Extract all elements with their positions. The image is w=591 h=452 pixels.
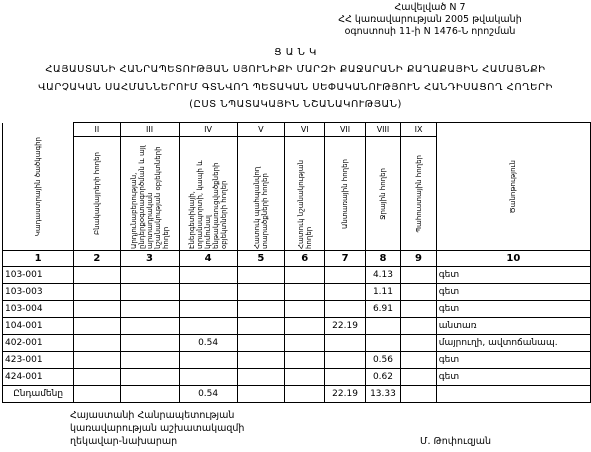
area-cell bbox=[237, 352, 284, 369]
note-cell: գետ bbox=[436, 352, 590, 369]
footer-line-1: Հայաստանի Հանրապետության bbox=[70, 410, 235, 421]
area-cell bbox=[401, 369, 436, 386]
total-cell: 22.19 bbox=[325, 386, 365, 403]
area-cell bbox=[179, 301, 237, 318]
col-number: 8 bbox=[365, 251, 401, 267]
title-line-3: (ԸՍՏ ՆՊԱՏԱԿԱՅԻՆ ՆՇԱՆԱԿՈՒԹՅԱՆ) bbox=[189, 99, 402, 110]
roman-cell: VIII bbox=[365, 123, 401, 137]
land-table bbox=[2, 122, 591, 403]
col-number: 2 bbox=[74, 251, 120, 267]
header-cell-cadastral: Կադաստրային ծածկագիր bbox=[3, 123, 74, 251]
header-cell: Հատուկ պահպանվող տարածքների հողեր bbox=[237, 137, 284, 251]
area-cell bbox=[365, 335, 401, 352]
area-cell bbox=[237, 301, 284, 318]
table-row bbox=[3, 301, 591, 318]
area-cell bbox=[74, 335, 120, 352]
area-cell bbox=[237, 318, 284, 335]
footer-line-2: կառավարության աշխատակազմի bbox=[70, 423, 245, 434]
total-cell bbox=[436, 386, 590, 403]
data-rows bbox=[3, 267, 591, 386]
table-row bbox=[3, 267, 591, 284]
area-cell bbox=[120, 284, 179, 301]
footer-line-3: ղեկավար-նախարար bbox=[70, 436, 178, 447]
area-cell: 1.11 bbox=[365, 284, 401, 301]
note-cell: անտառ bbox=[436, 318, 590, 335]
title-line-2: ՎԱՐՉԱԿԱՆ ՍԱՀՄԱՆՆԵՐՈՒՄ ԳՏՆՎՈՂ ՊԵՏԱԿԱՆ ՍԵՓԱԿԱՆՈՒԹՅՈՒՆ ՀԱՆԴԻՍԱՑՈՂ ՀՈՂԵՐԻ bbox=[38, 82, 553, 93]
col-number: 9 bbox=[401, 251, 436, 267]
area-cell: 0.54 bbox=[179, 335, 237, 352]
header-cell: Ջրային հողեր bbox=[365, 137, 401, 251]
cadastral-code-cell: 103-004 bbox=[3, 301, 74, 318]
area-cell bbox=[120, 369, 179, 386]
col-number: 7 bbox=[325, 251, 365, 267]
signature-name: Մ. Թոփուզյան bbox=[420, 436, 492, 447]
area-cell bbox=[74, 284, 120, 301]
area-cell bbox=[401, 335, 436, 352]
area-cell bbox=[74, 267, 120, 284]
area-cell bbox=[120, 335, 179, 352]
area-cell bbox=[285, 352, 325, 369]
header-cell: Բնակավայրերի հողեր bbox=[74, 137, 120, 251]
area-cell bbox=[401, 318, 436, 335]
area-cell bbox=[401, 267, 436, 284]
area-cell bbox=[285, 301, 325, 318]
col-number: 3 bbox=[120, 251, 179, 267]
note-cell: գետ bbox=[436, 301, 590, 318]
total-cell bbox=[401, 386, 436, 403]
area-cell: 0.56 bbox=[365, 352, 401, 369]
area-cell bbox=[401, 284, 436, 301]
area-cell bbox=[74, 369, 120, 386]
cadastral-code-cell: 103-001 bbox=[3, 267, 74, 284]
area-cell bbox=[325, 301, 365, 318]
appendix-header bbox=[300, 2, 560, 38]
total-cell: 13.33 bbox=[365, 386, 401, 403]
roman-cell: V bbox=[237, 123, 284, 137]
header-cell: Անտառային հողեր bbox=[325, 137, 365, 251]
roman-row bbox=[3, 123, 591, 137]
appendix-number: Հավելված N 7 bbox=[394, 2, 466, 13]
area-cell bbox=[179, 267, 237, 284]
area-cell bbox=[237, 284, 284, 301]
area-cell: 0.62 bbox=[365, 369, 401, 386]
appendix-decree-line1: ՀՀ կառավարության 2005 թվականի bbox=[338, 14, 522, 25]
area-cell bbox=[285, 318, 325, 335]
col-number: 10 bbox=[436, 251, 590, 267]
area-cell bbox=[237, 369, 284, 386]
column-number-row bbox=[3, 251, 591, 267]
roman-cell: III bbox=[120, 123, 179, 137]
area-cell bbox=[120, 352, 179, 369]
area-cell: 4.13 bbox=[365, 267, 401, 284]
table-row bbox=[3, 335, 591, 352]
cadastral-code-cell: 402-001 bbox=[3, 335, 74, 352]
area-cell bbox=[120, 301, 179, 318]
area-cell bbox=[237, 335, 284, 352]
area-cell bbox=[285, 335, 325, 352]
table-row bbox=[3, 284, 591, 301]
area-cell bbox=[74, 301, 120, 318]
area-cell bbox=[179, 318, 237, 335]
roman-cell: IV bbox=[179, 123, 237, 137]
title-line-1: ՀԱՅԱՍՏԱՆԻ ՀԱՆՐԱՊԵՏՈՒԹՅԱՆ ՍՅՈՒՆԻՔԻ ՄԱՐԶԻ ՔԱՋԱՐԱՆԻ ՔԱՂԱՔԱՅԻՆ ՀԱՄԱՅՆՔԻ bbox=[45, 64, 546, 75]
roman-cell: IX bbox=[401, 123, 436, 137]
header-cell: Էներգետիկայի, տրանսպորտի, կապի և կոմունալ ենթակառուցվածքների օբյեկտների հողեր bbox=[179, 137, 237, 251]
area-cell bbox=[325, 284, 365, 301]
note-cell: գետ bbox=[436, 369, 590, 386]
area-cell bbox=[120, 267, 179, 284]
roman-cell: VII bbox=[325, 123, 365, 137]
area-cell: 6.91 bbox=[365, 301, 401, 318]
cadastral-code-cell: 104-001 bbox=[3, 318, 74, 335]
area-cell bbox=[325, 369, 365, 386]
total-row bbox=[3, 386, 591, 403]
cadastral-code-cell: 423-001 bbox=[3, 352, 74, 369]
note-cell: գետ bbox=[436, 267, 590, 284]
total-cell bbox=[237, 386, 284, 403]
note-cell: մայրուղի, ավտոճանապ. bbox=[436, 335, 590, 352]
total-cell: 0.54 bbox=[179, 386, 237, 403]
area-cell bbox=[285, 284, 325, 301]
total-cell bbox=[120, 386, 179, 403]
area-cell bbox=[179, 369, 237, 386]
cadastral-code-cell: 103-003 bbox=[3, 284, 74, 301]
table-row bbox=[3, 318, 591, 335]
table-row bbox=[3, 369, 591, 386]
col-number: 6 bbox=[285, 251, 325, 267]
header-cell: Հատուկ նշանակության հողեր bbox=[285, 137, 325, 251]
area-cell bbox=[74, 352, 120, 369]
area-cell bbox=[325, 352, 365, 369]
area-cell bbox=[401, 352, 436, 369]
footer-left bbox=[70, 409, 244, 448]
roman-cell: II bbox=[74, 123, 120, 137]
area-cell bbox=[365, 318, 401, 335]
area-cell bbox=[401, 301, 436, 318]
total-label: Ընդամենը bbox=[3, 386, 74, 403]
total-cell bbox=[285, 386, 325, 403]
header-cell: Արդյունաբերության, ընդերքօգտագործման և այլ արտադրական նշանակության օբյեկտների հողեր bbox=[120, 137, 179, 251]
total-cell bbox=[74, 386, 120, 403]
table-row bbox=[3, 352, 591, 369]
area-cell: 22.19 bbox=[325, 318, 365, 335]
area-cell bbox=[285, 267, 325, 284]
col-number: 4 bbox=[179, 251, 237, 267]
header-cell: Պահուստային հողեր bbox=[401, 137, 436, 251]
col-number: 5 bbox=[237, 251, 284, 267]
list-title: Ց Ա Ն Կ bbox=[274, 47, 317, 58]
cadastral-code-cell: 424-001 bbox=[3, 369, 74, 386]
area-cell bbox=[120, 318, 179, 335]
area-cell bbox=[325, 267, 365, 284]
area-cell bbox=[285, 369, 325, 386]
area-cell bbox=[179, 284, 237, 301]
area-cell bbox=[237, 267, 284, 284]
area-cell bbox=[325, 335, 365, 352]
area-cell bbox=[179, 352, 237, 369]
col-number: 1 bbox=[3, 251, 74, 267]
area-cell bbox=[74, 318, 120, 335]
note-cell: գետ bbox=[436, 284, 590, 301]
roman-cell: VI bbox=[285, 123, 325, 137]
header-cell-note: Ծանոթություն bbox=[436, 123, 590, 251]
appendix-decree-line2: օգոստոսի 11-ի N 1476-Ն որոշման bbox=[344, 26, 516, 37]
